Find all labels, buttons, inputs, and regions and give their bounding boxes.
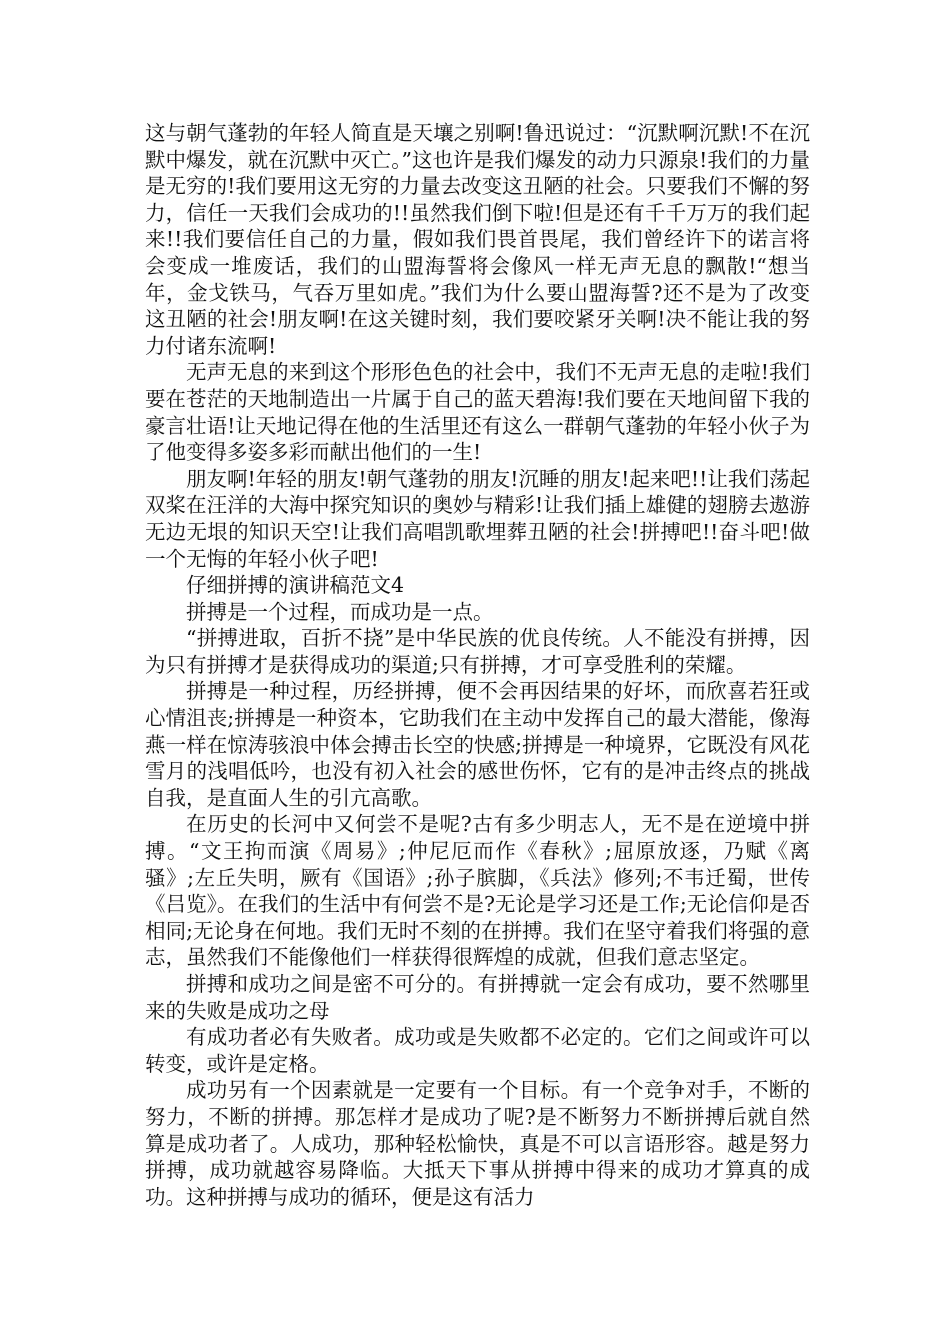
paragraph-3: 朋友啊!年轻的朋友!朝气蓬勃的朋友!沉睡的朋友!起来吧!!让我们荡起双桨在汪洋的大海中探究知识的奥妙与精彩!让我们插上雄健的翅膀去遨游无边无垠的知识天空!让我们高唱凯歌埋葬丑陋的社会!拼搏吧!!奋斗吧!做一个无悔的年轻小伙子吧! [145,466,810,571]
paragraph-10: 有成功者必有失败者。成功或是失败都不必定的。它们之间或许可以转变，或许是定格。 [145,1025,810,1076]
paragraph-1: 这与朝气蓬勃的年轻人简直是天壤之别啊!鲁迅说过：“沉默啊沉默!不在沉默中爆发，就在沉默中灭亡。”这也许是我们爆发的动力只源泉!我们的力量是无穷的!我们要用这无穷的力量去改变这丑陋的社会。只要我们不懈的努力，信任一天我们会成功的!!虽然我们倒下啦!但是还有千千万万的我们起来!!我们要信任自己的力量，假如我们畏首畏尾，我们曾经许下的诺言将会变成一堆废话，我们的山盟海誓将会像风一样无声无息的飘散!“想当年，金戈铁马，气吞万里如虎。”我们为什么要山盟海誓?还不是为了改变这丑陋的社会!朋友啊!在这关键时刻，我们要咬紧牙关啊!决不能让我的努力付诸东流啊! [145,121,810,358]
paragraph-8: 在历史的长河中又何尝不是呢?古有多少明志人，无不是在逆境中拼搏。“文王拘而演《周易》;仲尼厄而作《春秋》;屈原放逐，乃赋《离骚》;左丘失明，厥有《国语》;孙子膑脚，《兵法》修列;不韦迁蜀，世传《吕览》。在我们的生活中有何尝不是?无论是学习还是工作;无论信仰是否相同;无论身在何地。我们无时不刻的在拼搏。我们在坚守着我们将强的意志，虽然我们不能像他们一样获得很辉煌的成就，但我们意志坚定。 [145,812,810,970]
document-body [145,120,810,1210]
paragraph-6: “拼搏进取，百折不挠”是中华民族的优良传统。人不能没有拼搏，因为只有拼搏才是获得成功的渠道;只有拼搏，才可享受胜利的荣耀。 [145,626,810,677]
paragraph-2: 无声无息的来到这个形形色色的社会中，我们不无声无息的走啦!我们要在苍茫的天地制造出一片属于自己的蓝天碧海!我们要在天地间留下我的豪言壮语!让天地记得在他的生活里还有这么一群朝气蓬勃的年轻小伙子为了他变得多姿多彩而献出他们的一生! [145,360,810,465]
section-heading: 仔细拼搏的演讲稿范文4 [186,573,405,598]
paragraph-9: 拼搏和成功之间是密不可分的。有拼搏就一定会有成功，要不然哪里来的失败是成功之母 [145,972,810,1023]
paragraph-11: 成功另有一个因素就是一定要有一个目标。有一个竞争对手，不断的努力，不断的拼搏。那怎样才是成功了呢?是不断努力不断拼搏后就自然算是成功者了。人成功，那种轻松愉快，真是不可以言语形容。越是努力拼搏，成功就越容易降临。大抵天下事从拼搏中得来的成功才算真的成功。这种拼搏与成功的循环，便是这有活力 [145,1078,810,1209]
paragraph-5: 拼搏是一个过程，而成功是一点。 [186,599,494,624]
paragraph-7: 拼搏是一种过程，历经拼搏，便不会再因结果的好坏，而欣喜若狂或心情沮丧;拼搏是一种资本，它助我们在主动中发挥自己的最大潜能，像海燕一样在惊涛骇浪中体会搏击长空的快感;拼搏是一种境界，它既没有风花雪月的浅唱低吟，也没有初入社会的感世伤怀，它有的是冲击终点的挑战自我，是直面人生的引亢高歌。 [145,679,810,810]
